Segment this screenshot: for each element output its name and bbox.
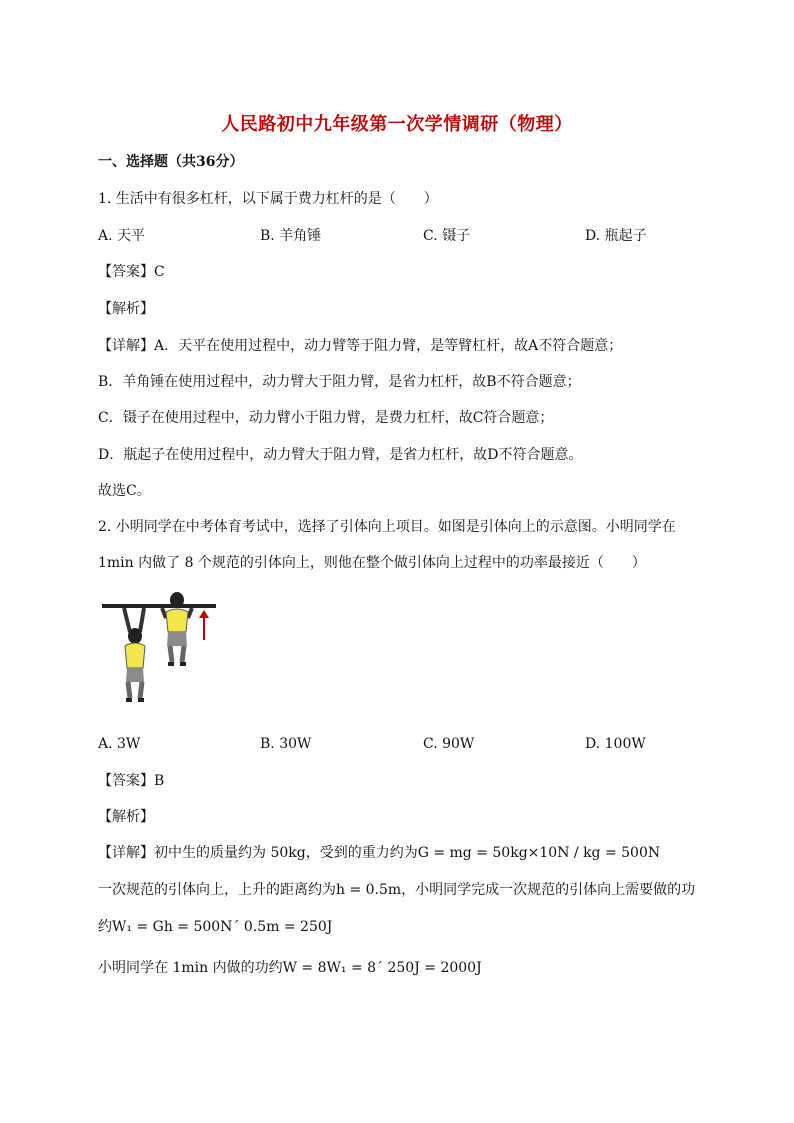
q2-detail2-text-b: ，小明同学完成一次规范的引体向上需要做的功: [401, 882, 696, 898]
q1-option-a: A. 天平: [98, 228, 146, 244]
q1-option-c: C. 镊子: [423, 228, 471, 244]
upward-arrow-icon: [199, 610, 209, 640]
q2-detail1-formula: G = mg = 50kg×10N / kg = 500N: [417, 845, 661, 861]
q1-detail-d: D．瓶起子在使用过程中，动力臂大于阻力臂，是省力杠杆，故D不符合题意。: [98, 447, 583, 463]
section-heading: 一、选择题（共36分）: [98, 154, 244, 170]
q1-detail-a: 【详解】A．天平在使用过程中，动力臂等于阻力臂，是等臂杠杆，故A不符合题意；: [98, 338, 623, 354]
q2-option-a: A. 3W: [98, 736, 141, 752]
page-title: 人民路初中九年级第一次学情调研（物理）: [221, 114, 573, 135]
q2-detail1-text: 【详解】初中生的质量约为 50kg，受到的重力约为: [98, 845, 418, 861]
q2-option-b: B. 30W: [260, 736, 312, 752]
q1-option-d: D. 瓶起子: [585, 228, 647, 244]
q2-detail4-formula: W = 8W₁ = 8´ 250J = 2000J: [282, 960, 482, 976]
q1-conclusion: 故选C。: [98, 483, 151, 499]
q2-detail3-formula: W₁ = Gh = 500N´ 0.5m = 250J: [112, 919, 333, 935]
q1-detail-c: C．镊子在使用过程中，动力臂小于阻力臂，是费力杠杆，故C符合题意；: [98, 410, 554, 426]
q2-detail-line3: [98, 917, 332, 937]
horizontal-bar: [102, 604, 216, 608]
pull-up-illustration: [100, 588, 220, 718]
q2-detail-line4: [98, 958, 482, 978]
question-1-stem: 1. 生活中有很多杠杆，以下属于费力杠杆的是（ ）: [98, 191, 438, 207]
q1-detail-b: B．羊角锤在使用过程中，动力臂大于阻力臂，是省力杠杆，故B不符合题意；: [98, 374, 581, 390]
hanging-person: [124, 608, 145, 700]
q2-option-c: C. 90W: [423, 736, 475, 752]
q2-detail-line2: [98, 880, 695, 900]
q1-analysis-label: 【解析】: [98, 301, 154, 317]
q1-option-b: B. 羊角锤: [260, 228, 322, 244]
pulled-up-person: [162, 592, 192, 664]
q2-detail3-text: 约: [98, 919, 112, 935]
question-2-stem-line2: 1min 内做了 8 个规范的引体向上，则他在整个做引体向上过程中的功率最接近（ ）: [98, 555, 646, 571]
q2-detail-line1: [98, 843, 660, 863]
q2-detail2-text-a: 一次规范的引体向上，上升的距离约为: [98, 882, 336, 898]
q2-answer: 【答案】B: [98, 773, 165, 789]
q2-detail4-text: 小明同学在 1min 内做的功约: [98, 960, 283, 976]
q2-option-d: D. 100W: [585, 736, 646, 752]
question-2-stem-line1: 2. 小明同学在中考体育考试中，选择了引体向上项目。如图是引体向上的示意图。小明同学在: [98, 519, 676, 535]
q2-analysis-label: 【解析】: [98, 809, 154, 825]
q1-answer: 【答案】C: [98, 264, 165, 280]
pull-up-figure-svg: [100, 588, 220, 718]
q2-detail2-formula: h = 0.5m: [336, 882, 402, 898]
